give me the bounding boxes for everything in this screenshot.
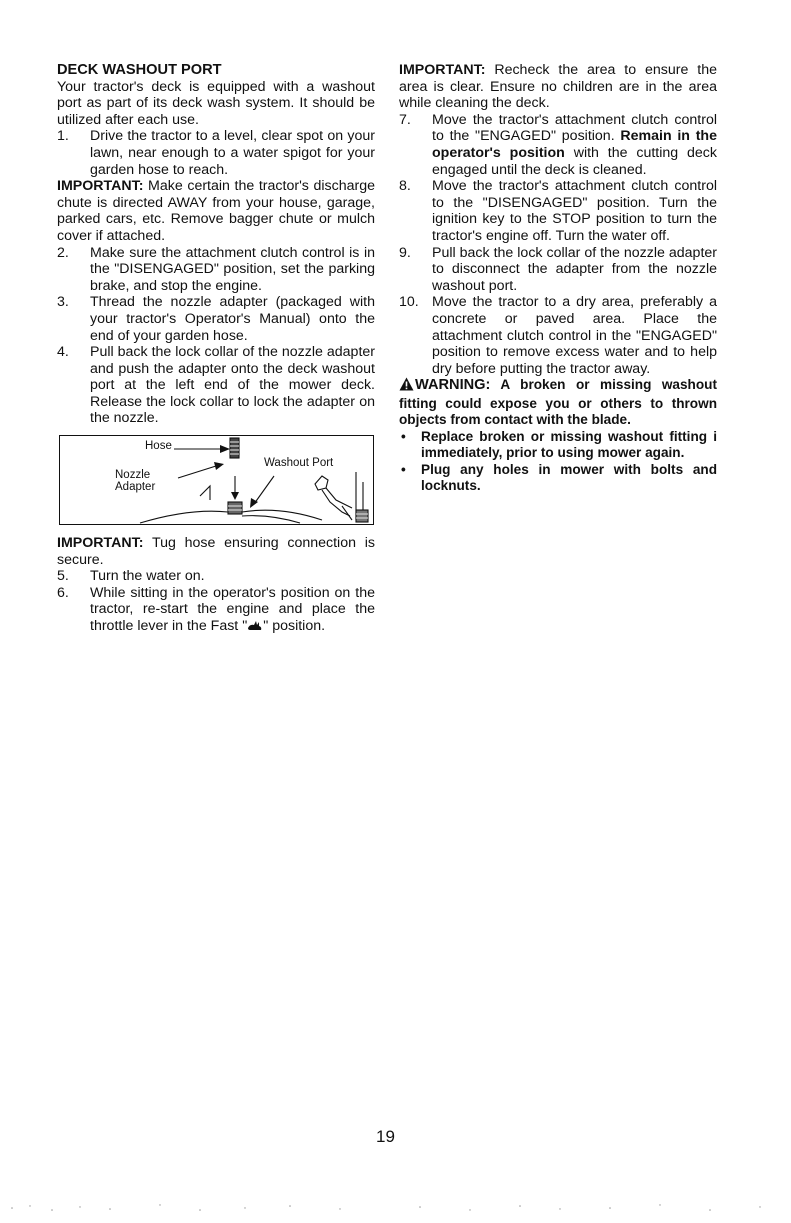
step-5 [57, 568, 375, 585]
step-number: 3. [57, 294, 69, 311]
bullet-text: Replace broken or missing washout fitting i immediately, prior to using mower again. [421, 428, 717, 461]
step-number: 7. [399, 111, 411, 128]
important-text: Tug hose ensuring connection is secure. [57, 535, 375, 568]
important-label: IMPORTANT: [57, 178, 144, 195]
important-text: Recheck the area to ensure the area is clear. Ensure no children are in the area while cleaning the deck. [399, 62, 717, 112]
step-number: 8. [399, 178, 411, 195]
page-number: 19 [376, 1127, 395, 1146]
adapter-label: Adapter [115, 481, 156, 494]
important-label: IMPORTANT: [57, 535, 144, 552]
intro-paragraph: Your tractor's deck is equipped with a washout port as part of its deck wash system. It should be utilized after each use. [57, 78, 375, 128]
step-text-end: with the cutting deck engaged until the deck is cleaned. [432, 144, 717, 178]
step-10 [399, 294, 717, 377]
important-note [57, 178, 375, 244]
scan-noise-dots [0, 1196, 791, 1220]
hose-label: Hose [145, 440, 172, 453]
step-text: Make sure the attachment clutch control is in the "DISENGAGED" position, set the parking brake, and stop the engine. [90, 244, 375, 294]
bullet-item [399, 429, 717, 462]
step-4 [57, 344, 375, 427]
step-8 [399, 178, 717, 244]
step-text: Move the tractor's attachment clutch control to the "DISENGAGED" position. Turn the ignition key to the STOP position to turn the tractor's engine off. Turn the water off. [432, 178, 717, 244]
nozzle-label: Nozzle [115, 469, 151, 482]
bullet-dot: • [401, 461, 406, 477]
step-text: Pull back the lock collar of the nozzle adapter to disconnect the adapter from the nozzle washout port. [432, 244, 717, 294]
rabbit-icon [247, 619, 263, 637]
bullet-text: Plug any holes in mower with bolts and locknuts. [421, 461, 717, 494]
step-3 [57, 294, 375, 344]
step-text-end: " position. [263, 618, 326, 635]
step-number: 4. [57, 344, 69, 361]
important-note [57, 535, 375, 568]
step-text-bold: Remain in the operator's position [432, 128, 717, 161]
step-text: Move the tractor's attachment clutch control to the "ENGAGED" position. [432, 111, 717, 145]
step-text: Move the tractor to a dry area, preferably a concrete or paved area. Place the attachment clutch control in the "ENGAGED" position to remove excess water and to help dry before putting the tractor away. [432, 294, 717, 377]
step-1 [57, 128, 375, 178]
washout-port-illustration [60, 436, 373, 524]
step-text: Pull back the lock collar of the nozzle adapter and push the adapter onto the deck washout port at the left end of the mower deck. Release the lock collar to lock the adapter on the nozzle. [90, 344, 375, 427]
important-text: Make certain the tractor's discharge chute is directed AWAY from your house, garage, parked cars, etc. Remove bagger chute or mulch cover if attached. [57, 178, 375, 244]
step-number: 10. [399, 294, 419, 311]
step-9 [399, 245, 717, 295]
washout-port-label: Washout Port [264, 457, 334, 470]
bullet-item [399, 462, 717, 495]
step-number: 6. [57, 584, 69, 601]
warning-text: A broken or missing washout fitting could expose you or others to thrown objects from contact with the blade. [399, 377, 717, 428]
important-note [399, 62, 717, 112]
step-7 [399, 112, 717, 178]
step-number: 9. [399, 244, 411, 261]
step-number: 5. [57, 568, 69, 585]
right-column [399, 62, 717, 495]
step-text: Drive the tractor to a level, clear spot on your lawn, near enough to a water spigot for your garden hose to reach. [90, 128, 375, 178]
washout-port-figure [59, 435, 374, 525]
important-label: IMPORTANT: [399, 62, 486, 78]
step-6 [57, 585, 375, 637]
step-text: Turn the water on. [90, 568, 205, 585]
step-number: 2. [57, 244, 69, 261]
bullet-dot: • [401, 428, 406, 444]
warning-triangle-icon [399, 377, 414, 395]
step-2 [57, 245, 375, 295]
section-heading: DECK WASHOUT PORT [57, 62, 222, 78]
warning-label: WARNING: [415, 377, 491, 394]
step-text: While sitting in the operator's position on the tractor, re-start the engine and place the throttle lever in the Fast " [90, 584, 375, 635]
step-text: Thread the nozzle adapter (packaged with your tractor's Operator's Manual) onto the end of your garden hose. [90, 294, 375, 344]
warning-block [399, 377, 717, 428]
left-column [57, 62, 375, 637]
step-number: 1. [57, 128, 69, 145]
